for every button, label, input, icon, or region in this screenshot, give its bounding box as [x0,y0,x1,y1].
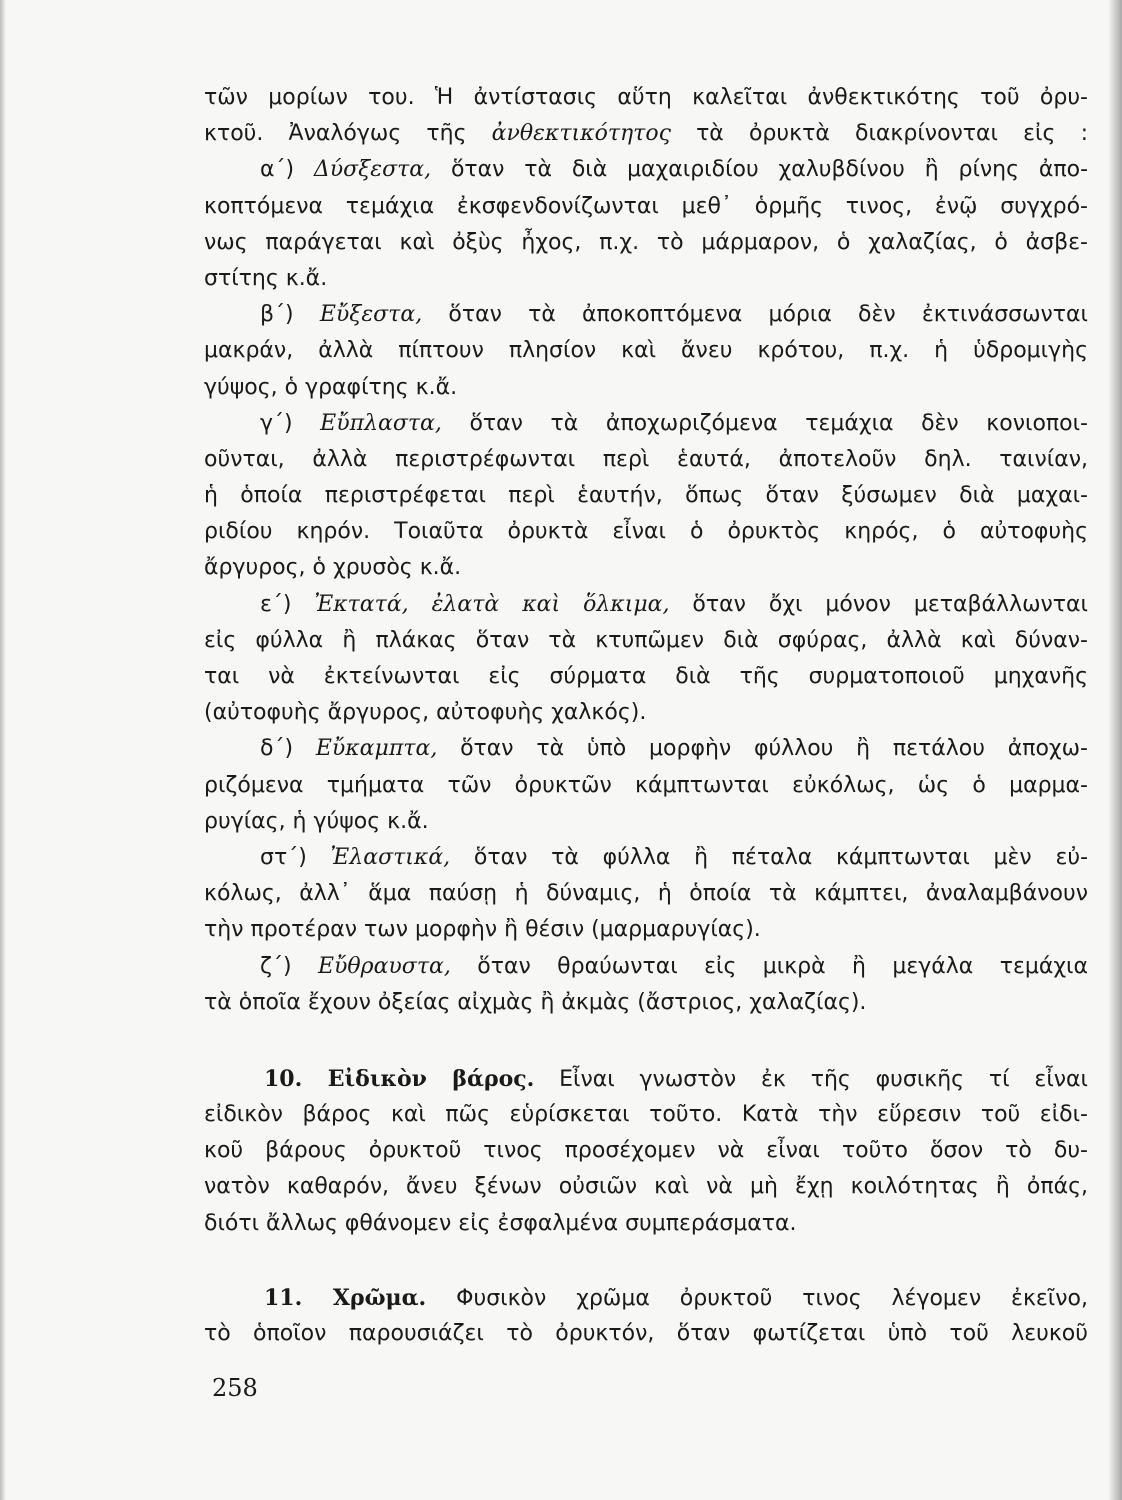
item-term: Εὔξεστα, [319,302,423,328]
item-beta: β΄) Εὔξεστα, ὅταν τὰ ἀποκοπτόμενα μόρια δὲν ἐκτινάσσωνται [260,302,1088,328]
text-line: ται νὰ ἐκτείνωνται εἰς σύρματα διὰ τῆς συρματοποιοῦ μηχανῆς [204,664,1088,689]
page-body [204,80,1088,1352]
text-line: κόλως, ἀλλ᾽ ἅμα παύσῃ ἡ δύναμις, ἡ ὁποία τὰ κάμπτει, ἀναλαμβάνουν [204,881,1088,907]
text-line: ἄργυρος, ὁ χρυσὸς κ.ἄ. [204,555,462,581]
item-term: Ἐλαστικά, [330,844,451,870]
item-term: Εὔκαμπτα, [315,736,438,762]
item-term: Ἐκτατά, ἐλατὰ καὶ ὅλκιμα, [314,591,670,617]
text-line: νατὸν καθαρόν, ἄνευ ξένων οὐσιῶν καὶ νὰ μὴ ἔχῃ κοιλότητας ἢ ὀπάς, [204,1174,1088,1200]
text-line: ἡ ὁποία περιστρέφεται περὶ ἑαυτήν, ὅπως ὅταν ξύσωμεν διὰ μαχαι- [204,483,1088,509]
text-line: οῦνται, ἀλλὰ περιστρέφωνται περὶ ἑαυτά, ἀποτελοῦν δηλ. ταινίαν, [204,446,1088,472]
text-line: τὰ ὁποῖα ἔχουν ὀξείας αἰχμὰς ἢ ἀκμὰς (ἄστριος, χαλαζίας). [204,989,867,1015]
item-zeta: ζ΄) Εὔθραυστα, ὅταν θραύωνται εἰς μικρὰ ἢ μεγάλα τεμάχια [260,953,1088,979]
item-term: Δύσξεστα, [313,157,432,183]
scan-edge-left [0,0,6,1500]
section-10: 10. Εἰδικὸν βάρος. Εἶναι γνωστὸν ἐκ τῆς φυσικῆς τί εἶναι [264,1065,1088,1092]
section-heading: 10. Εἰδικὸν βάρος. [264,1065,535,1092]
italic-term: ἀνθεκτικότητος [491,121,671,147]
item-term: Εὔπλαστα, [320,410,442,436]
section-11: 11. Χρῶμα. Φυσικὸν χρῶμα ὀρυκτοῦ τινος λέγομεν ἐκεῖνο, [264,1284,1088,1311]
item-epsilon: ε΄) Ἐκτατά, ἐλατὰ καὶ ὅλκιμα, ὅταν ὄχι μόνον μεταβάλλωνται [260,591,1088,617]
text-line: τῶν μορίων του. Ἡ ἀντίστασις αὕτη καλεῖται ἀνθεκτικότης τοῦ ὀρυ- [204,85,1088,110]
text-line: ριζόμενα τμήματα τῶν ὀρυκτῶν κάμπτωνται εὐκόλως, ὡς ὁ μαρμα- [204,772,1088,798]
text-line: κτοῦ. Ἀναλόγως τῆς ἀνθεκτικότητος τὰ ὀρυκτὰ διακρίνονται εἰς : [204,121,1088,147]
item-gamma: γ΄) Εὔπλαστα, ὅταν τὰ ἀποχωριζόμενα τεμάχια δὲν κονιοποι- [260,410,1088,436]
text-line: εἰς φύλλα ἢ πλάκας ὅταν τὰ κτυπῶμεν διὰ σφύρας, ἀλλὰ καὶ δύναν- [204,627,1088,653]
text-line: τὸ ὁποῖον παρουσιάζει τὸ ὀρυκτόν, ὅταν φωτίζεται ὑπὸ τοῦ λευκοῦ [204,1321,1088,1346]
scan-edge-right [1108,0,1122,1500]
text-line: τὴν προτέραν των μορφὴν ἢ θέσιν (μαρμαρυγίας). [204,917,761,943]
text-line: εἰδικὸν βάρος καὶ πῶς εὑρίσκεται τοῦτο. Κατὰ τὴν εὕρεσιν τοῦ εἰδι- [204,1102,1088,1128]
text-line: μακράν, ἀλλὰ πίπτουν πλησίον καὶ ἄνευ κρότου, π.χ. ἡ ὑδρομιγὴς [204,338,1088,364]
page-number: 258 [212,1374,258,1402]
item-delta: δ΄) Εὔκαμπτα, ὅταν τὰ ὑπὸ μορφὴν φύλλου ἢ πετάλου ἀποχω- [260,736,1088,762]
text-line: ρυγίας, ἡ γύψος κ.ἄ. [204,808,429,834]
section-heading: 11. Χρῶμα. [264,1284,427,1311]
text-line: γύψος, ὁ γραφίτης κ.ἄ. [204,374,458,400]
item-term: Εὔθραυστα, [317,953,451,979]
text-line: κοῦ βάρους ὀρυκτοῦ τινος προσέχομεν νὰ εἶναι τοῦτο ὅσον τὸ δυ- [204,1138,1088,1164]
text-line: ριδίου κηρόν. Τοιαῦτα ὀρυκτὰ εἶναι ὁ ὀρυκτὸς κηρός, ὁ αὐτοφυὴς [204,519,1088,545]
text-line: στίτης κ.ἄ. [204,265,328,291]
text-line: κοπτόμενα τεμάχια ἐκσφενδονίζωνται μεθ᾽ ὁρμῆς τινος, ἐνῷ συγχρό- [204,193,1088,219]
text-line: (αὐτοφυὴς ἄργυρος, αὐτοφυὴς χαλκός). [204,700,647,726]
text-line: νως παράγεται καὶ ὀξὺς ἦχος, π.χ. τὸ μάρμαρον, ὁ χαλαζίας, ὁ ἀσβε- [204,229,1088,255]
item-alpha: α΄) Δύσξεστα, ὅταν τὰ διὰ μαχαιριδίου χαλυβδίνου ἢ ρίνης ἀπο- [260,157,1088,183]
item-stigma: στ΄) Ἐλαστικά, ὅταν τὰ φύλλα ἢ πέταλα κάμπτωνται μὲν εὐ- [260,844,1088,870]
text-line: διότι ἄλλως φθάνομεν εἰς ἐσφαλμένα συμπεράσματα. [204,1210,797,1236]
